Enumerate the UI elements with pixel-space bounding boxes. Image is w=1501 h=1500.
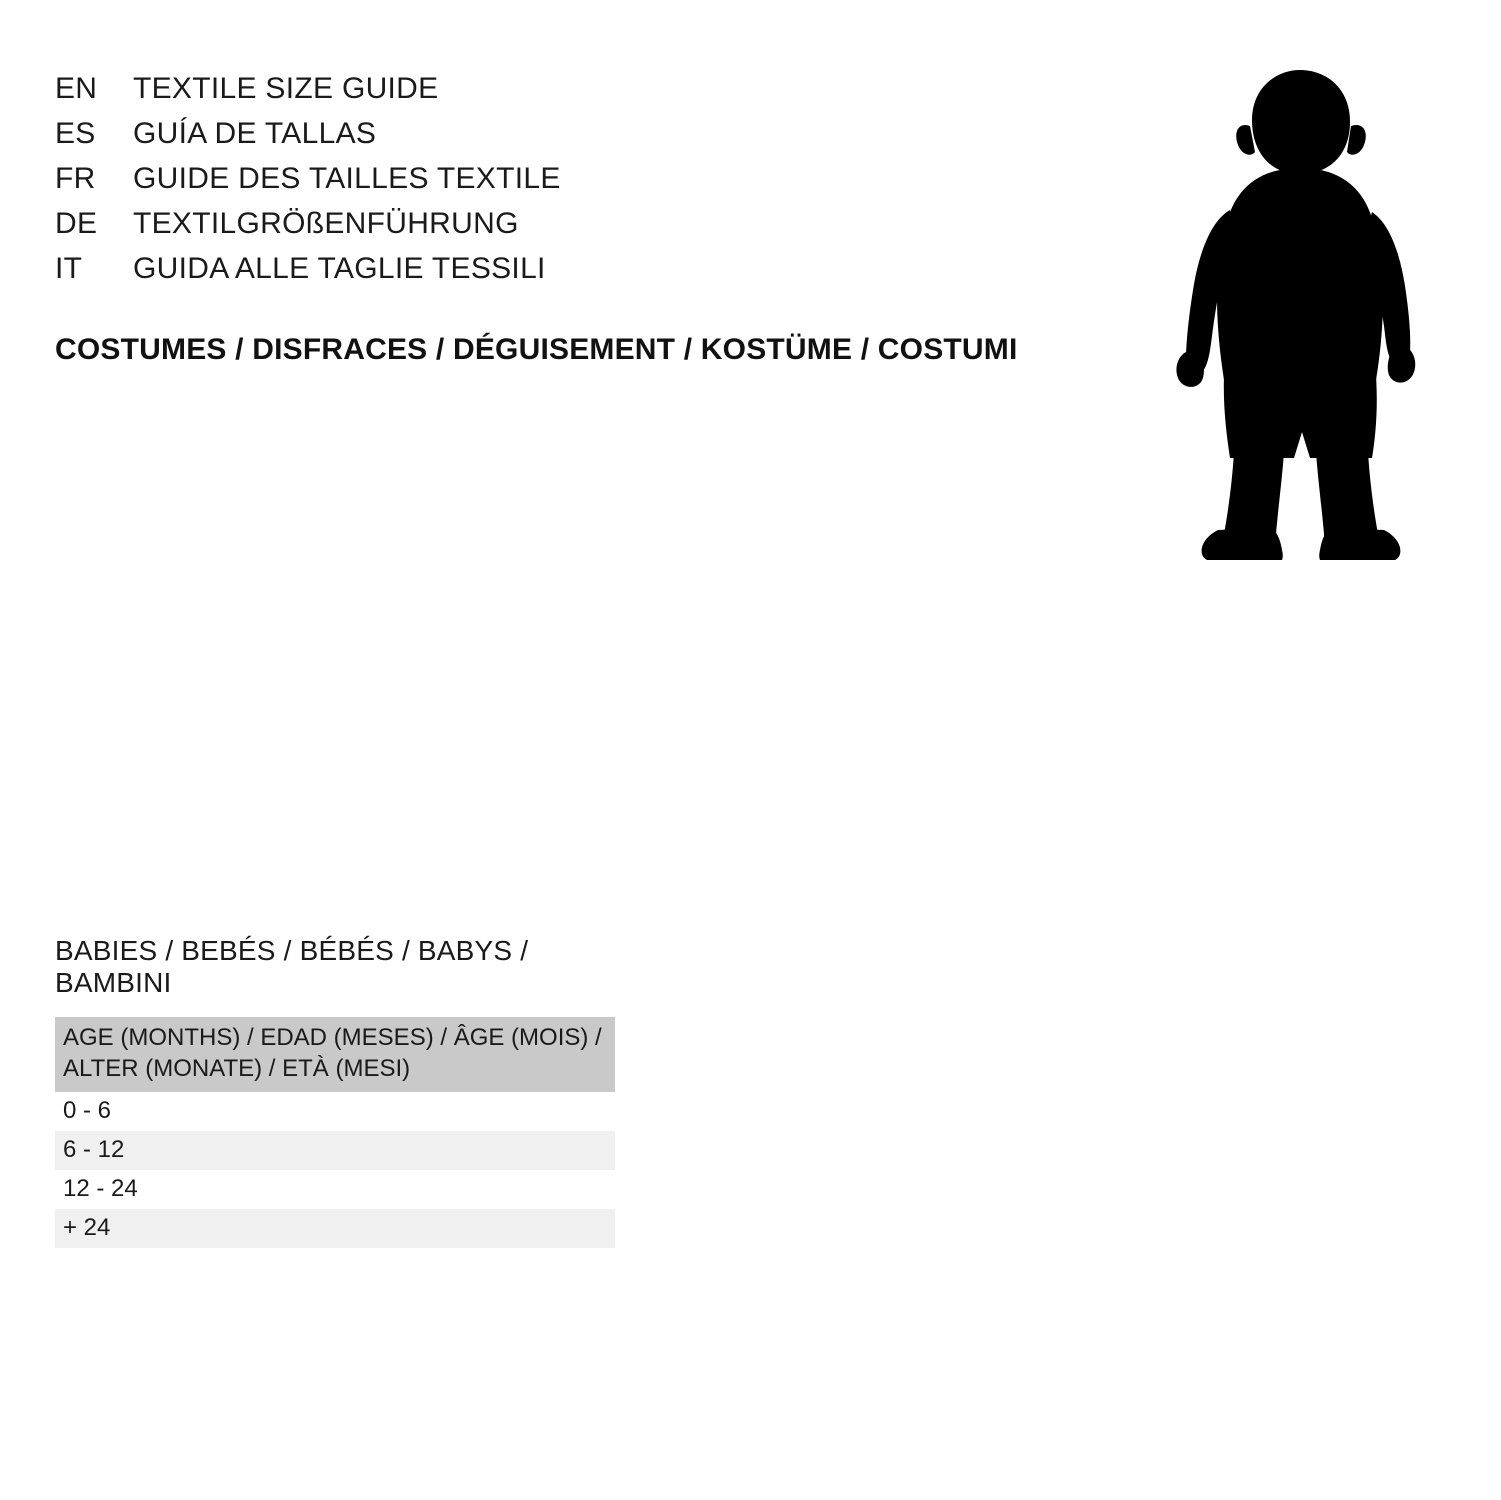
language-row-en [55,72,1055,117]
table-header-age: AGE (MONTHS) / EDAD (MESES) / ÂGE (MOIS) / ALTER (MONATE) / ETÀ (MESI) [55,1017,615,1092]
category-line: COSTUMES / DISFRACES / DÉGUISEMENT / KOSTÜME / COSTUMI [55,333,1018,366]
language-title-block [55,72,1055,297]
language-code-en: EN [55,72,98,105]
table-row [55,1209,615,1248]
language-code-de: DE [55,207,98,240]
language-text-it: GUIDA ALLE TAGLIE TESSILI [133,252,546,285]
language-text-en: TEXTILE SIZE GUIDE [133,72,439,105]
language-code-fr: FR [55,162,96,195]
language-row-es [55,117,1055,162]
toddler-silhouette-icon [1100,60,1440,560]
language-text-es: GUÍA DE TALLAS [133,117,377,150]
language-code-it: IT [55,252,83,285]
table-row [55,1170,615,1209]
language-row-de [55,207,1055,252]
size-table-section [55,935,615,1248]
language-text-de: TEXTILGRÖßENFÜHRUNG [133,207,519,240]
language-text-fr: GUIDE DES TAILLES TEXTILE [133,162,561,195]
table-row [55,1092,615,1131]
language-row-it [55,252,1055,297]
size-table-title: BABIES / BEBÉS / BÉBÉS / BABYS / BAMBINI [55,935,529,998]
language-code-es: ES [55,117,96,150]
size-table [55,1017,615,1248]
table-header-row [55,1017,615,1092]
table-cell-age: 12 - 24 [55,1170,615,1209]
table-row [55,1131,615,1170]
table-cell-age: 6 - 12 [55,1131,615,1170]
table-cell-age: 0 - 6 [55,1092,615,1131]
language-row-fr [55,162,1055,207]
table-cell-age: + 24 [55,1209,615,1248]
